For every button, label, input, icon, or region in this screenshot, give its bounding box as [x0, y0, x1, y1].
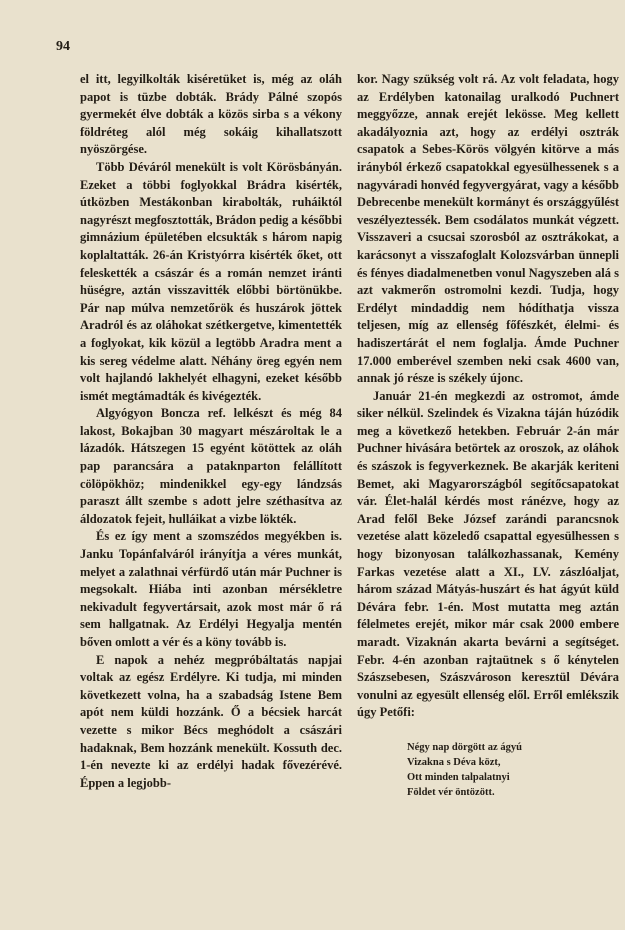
left-column	[80, 71, 342, 792]
paragraph: Több Déváról menekült is volt Körösbányán. Ezeket a többi foglyokkal Brádra kisérték, útközben Mestákonban kirabolták, ruháiktól nagyrészt megfosztották, Brádon pedig a későbbi gimnázium épületében elcsukták s három napig koplaltatták. 26-án Kristyórra kisérték őket, ott feleskették a császár és a román nemzet iránti hüségre, aztán visszavitték előbbi börtönükbe. Pár nap múlva nemzetőrök és huszárok jöttek Aradról és az oláhokat szétkergetve, kimentették a foglyokat, kik közül a legtöbb Aradra ment a kis sereg védelme alatt. Néhány öreg egyén nem volt hajlandó lakhelyét elhagyni, ezeket később ismét megtámadták és kivégezték.	[80, 159, 342, 403]
poem-line: Vizakna s Déva közt,	[407, 756, 501, 768]
right-column	[357, 71, 619, 800]
poem-quote	[407, 740, 619, 800]
paragraph: Január 21-én megkezdi az ostromot, ámde siker nélkül. Szelindek és Vizakna táján húzódik meg a következő hetekben. Február 2-án már Puchner hivására betörtek az oroszok, az oláhok és szászok is fegyverkeznek. Be akarják keriteni Bemet, aki Magyarországból segítőcsapatokat vár. Élet-halál kérdés most ránézve, hogy az Arad felől Beke József zarándi parancsnok vezetése alatt közeledő csapattal egyesülhessen s hogy bizonyosan találkozhassanak, Kemény Farkas vezetése alatt a XI., LV. zászlóaljat, három század Mátyás-huszárt és hat ágyút küld Dévára febr. 1-én. Most mutatta meg aztán félelmetes erejét, mikor már csak 2000 embere maradt. Vizaknán akarta bevárni a segítséget. Febr. 4-én azonban rajtaütnek s ő kénytelen Szászsebesen, Szászvároson keresztül Dévára vonulni az egyesült ellenség elől. Erről emlékszik úgy Petőfi:	[357, 388, 619, 720]
paragraph: E napok a nehéz megpróbáltatás napjai voltak az egész Erdélyre. Ki tudja, mi minden következett volna, ha a szabadság Istene Bem apót nem küldi hozzánk. Ő a bécsiek harcát vezette s mikor Bécs meghódolt a császári hadaknak, Bem hozzánk menekült. Kossuth dec. 1-én nevezte ki az erdélyi hadak fővezérévé. Éppen a legjobb-	[80, 652, 342, 790]
paragraph: kor. Nagy szükség volt rá. Az volt feladata, hogy az Erdélyben katonailag uralkodó Puchnert meggyőzze, annak erejét lekösse. Meg kellett akadályoznia azt, hogy az erdélyi osztrák csapatok a Sebes-Körös völgyén kitörve a más irányból érkező csapatokkal egyesülhessenek s a nagyváradi honvéd fegyvergyárat, vagy a később Debrecenbe menekült kormányt és országgyűlést veszélyeztessék. Bem csodálatos munkát végzett. Visszaveri a csucsai szorosból az osztrákokat, a karácsonyt a visszafoglalt Kolozsvárban ünnepli és fényes diadalmenetben vonul Nagyszeben alá s azt vakmerőn ostromolni kezdi. Tudja, hogy Erdélyt mindaddig nem hódíthatja vissza teljesen, míg az ellenség főfészkét, élelmi- és hadiszertárát el nem foglalja. Ámde Puchner 17.000 emberével szemben neki csak 4600 van, annak jó része is székely újonc.	[357, 72, 619, 386]
poem-line: Négy nap dörgött az ágyú	[407, 741, 522, 753]
poem-line: Ott minden talpalatnyi	[407, 771, 510, 783]
poem-line: Földet vér öntözött.	[407, 786, 495, 798]
page-number: 94	[56, 39, 70, 54]
paragraph: Algyógyon Boncza ref. lelkészt és még 84 lakost, Bokajban 30 magyart mészároltak le a lázadók. Hátszegen 15 egyént kötöttek az oláh pap parancsára a pataknparton felállított cölöpökhöz; mindenikkel egy-egy lándzsás paraszt állt szembe s adott jelre széthasítva az áldozatok fejeit, hulláikat a vizbe lökték.	[80, 406, 342, 526]
paragraph: És ez így ment a szomszédos megyékben is. Janku Topánfalváról irányítja a véres munkát, melyet a zalathnai vérfürdő után már Puchner is megsokalt. Hiába inti azonban mérsékletre nekivadult fegyvertársait, azok most már ő rá sem hallgatnak. Az Erdélyi Hegyalja mentén bőven omlott a vér és a köny tovább is.	[80, 529, 342, 649]
paragraph: el itt, legyilkolták kiséretüket is, még az oláh papot is tüzbe dobták. Brády Pálné szopós gyermekét élve dobták a közös sirba s a vékony földréteg alól még sokáig kihallatszott nyöszörgése.	[80, 72, 342, 157]
